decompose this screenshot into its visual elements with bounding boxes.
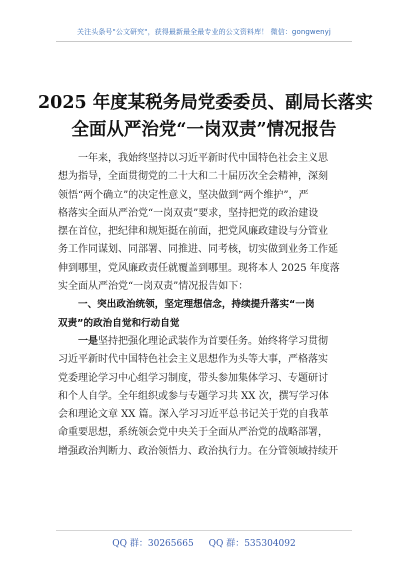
paragraph-line: 务工作同谋划、同部署、同推进、同考核，切实做到业务工作延 (58, 244, 338, 256)
paragraph-line: 习近平新时代中国特色社会主义思想作为头等大事，严格落实 (58, 354, 328, 366)
paragraph-line (58, 333, 358, 351)
paragraph-line: 格落实全面从严治党“一岗双责”要求，坚持把党的政治建设 (58, 207, 319, 219)
paragraph-first-text: 坚持把强化理论武装作为首要任务。始终将学习贯彻 (98, 335, 328, 347)
paragraph-line: 领悟“两个确立”的决定性意义，坚决做到“两个维护”，严 (58, 189, 309, 201)
footer-contact (0, 536, 408, 549)
paragraph-line: 摆在首位，把纪律和规矩挺在前面，把党风廉政建设与分管业 (58, 226, 328, 238)
paragraph-line: 党委理论学习中心组学习制度，带头参加集体学习、专题研讨 (58, 372, 328, 384)
paragraph-line: 伸到哪里，党风廉政责任就覆盖到哪里。现将本人 2025 年度落 (58, 262, 340, 274)
paragraph-line: 会和理论文章 XX 篇。深入学习习近平总书记关于党的自我革 (58, 409, 329, 421)
header-divider (56, 41, 352, 42)
footer-qq-group-2: QQ 群：535304092 (208, 539, 296, 549)
paragraph-line: 增强政治判断力、政治领悟力、政治执行力。在分管领域持续开 (58, 445, 338, 457)
header-promo-note: 关注头条号"公文研究"，获得最新最全最专业的公文资料库！ 微信：gongwenyj (77, 28, 331, 36)
section-heading-line-1: 一、突出政治统领，坚定理想信念，持续提升落实“一岗 (78, 299, 315, 311)
document-body (58, 150, 358, 461)
footer-qq-group-1: QQ 群：30265665 (112, 539, 194, 549)
paragraph-line: 想为指导，全面贯彻党的二十大和二十届历次全会精神，深刻 (58, 171, 328, 183)
paragraph-lead: 一是 (78, 335, 98, 347)
footer-divider (56, 530, 352, 531)
paragraph-line: 实全面从严治党“一岗双责”情况报告如下： (58, 281, 249, 293)
document-title (38, 90, 373, 144)
paragraph-line: 一年来，我始终坚持以习近平新时代中国特色社会主义思 (78, 153, 328, 164)
paragraph-line: 和个人自学。全年组织或参与专题学习共 XX 次，撰写学习体 (58, 390, 329, 402)
paragraph-line: 命重要思想，系统领会党中央关于全面从严治党的战略部署， (58, 427, 328, 439)
section-heading-line-2: 双责”的政治自觉和行动自觉 (58, 317, 180, 329)
title-line-1: 2025 年度某税务局党委委员、副局长落实 (38, 93, 373, 113)
title-line-2: 全面从严治党“一岗双责”情况报告 (71, 120, 337, 140)
